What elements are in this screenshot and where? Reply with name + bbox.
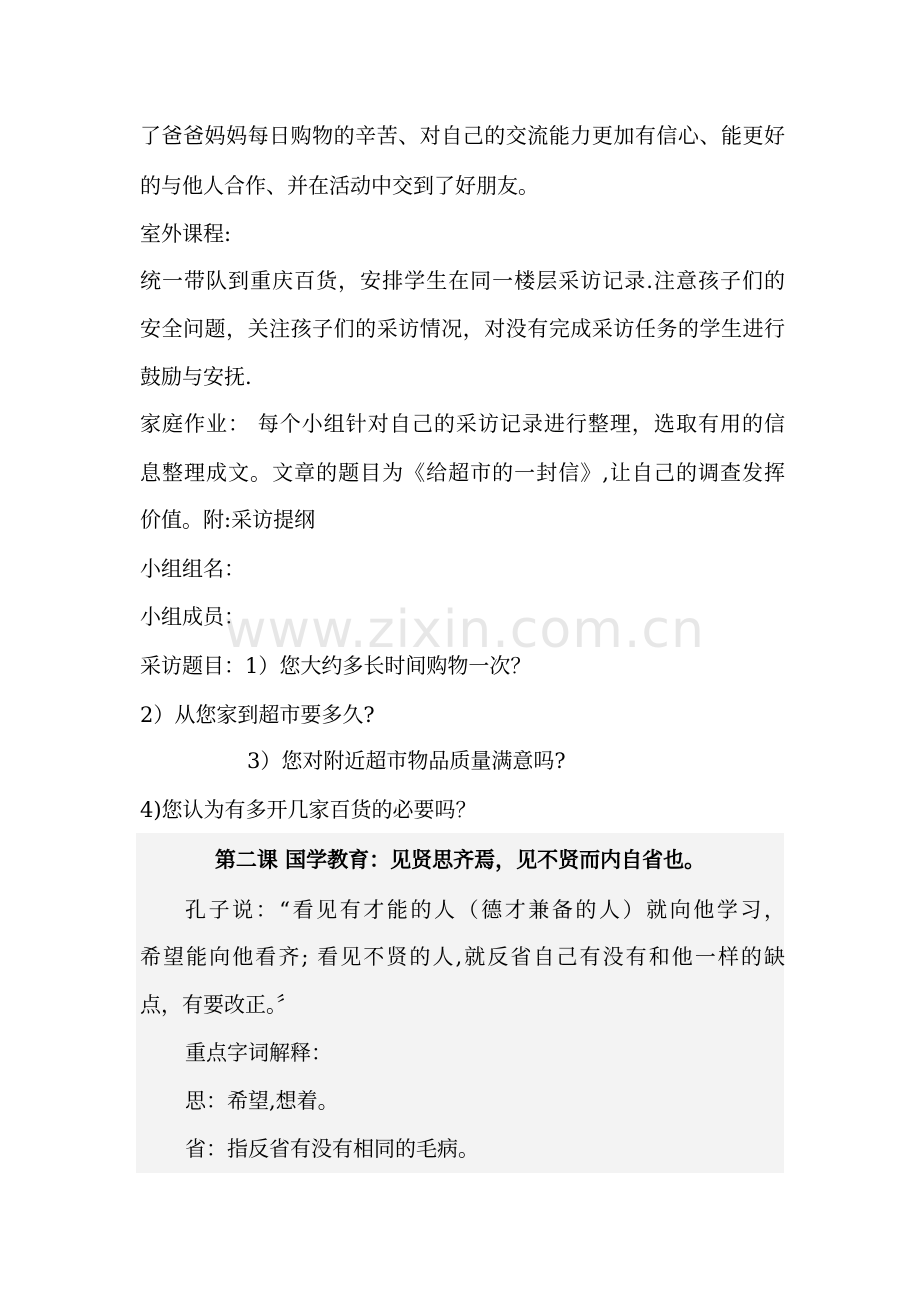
group-members-label: 小组成员： (140, 605, 245, 629)
lesson-line-1: 孔子说：“看见有才能的人（德才兼备的人）就向他学习， (185, 898, 785, 922)
body-line-4: 统一带队到重庆百货，安排学生在同一楼层采访记录.注意孩子们的 (140, 269, 785, 293)
body-line-6: 鼓励与安抚. (140, 365, 252, 389)
body-line-8: 息整理成文。文章的题目为《给超市的一封信》,让自己的调查发挥 (140, 461, 785, 485)
body-line-9: 价值。附:采访提纲 (140, 508, 316, 532)
lesson-line-3: 点，有要改正。〞 (140, 993, 298, 1017)
body-line-1: 了爸爸妈妈每日购物的辛苦、对自己的交流能力更加有信心、能更好 (140, 124, 785, 148)
lesson-heading: 第二课 国学教育：见贤思齐焉，见不贤而内自省也。 (214, 848, 706, 872)
term-xing: 省：指反省有没有相同的毛病。 (185, 1137, 479, 1161)
section-label-outdoor: 室外课程: (140, 222, 232, 246)
group-name-label: 小组组名： (140, 557, 245, 581)
lesson-line-2: 希望能向他看齐; 看见不贤的人,就反省自己有没有和他一样的缺 (140, 945, 785, 969)
body-line-5: 安全问题，关注孩子们的采访情况，对没有完成采访任务的学生进行 (140, 317, 785, 341)
interview-question-1: 采访题目：1）您大约多长时间购物一次？ (140, 654, 532, 678)
body-line-homework: 家庭作业： 每个小组针对自己的采访记录进行整理，选取有用的信 (140, 412, 785, 436)
term-si: 思：希望,想着。 (185, 1089, 339, 1113)
interview-question-2: 2）从您家到超市要多久? (140, 703, 375, 727)
interview-question-4: 4)您认为有多开几家百货的必要吗？ (140, 798, 477, 822)
interview-question-3: 3）您对附近超市物品质量满意吗? (247, 749, 566, 773)
body-line-2: 的与他人合作、并在活动中交到了好朋友。 (140, 174, 539, 198)
watermark-text: www.zixin.com.cn (224, 600, 705, 660)
key-terms-label: 重点字词解释： (185, 1041, 332, 1065)
